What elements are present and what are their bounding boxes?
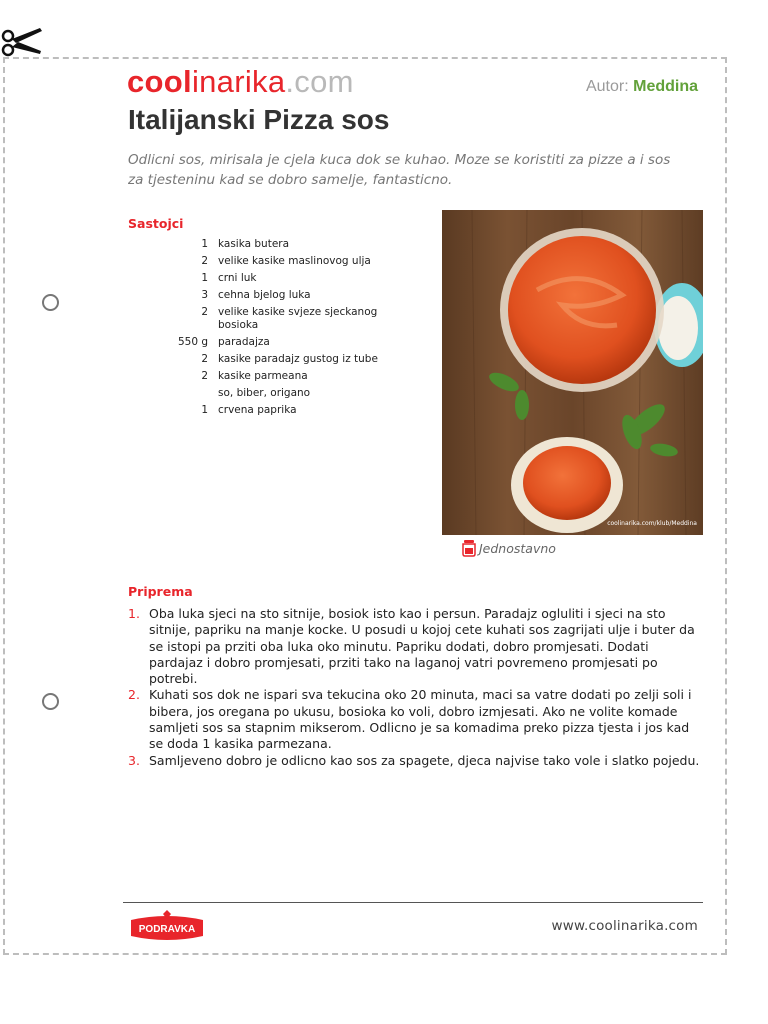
- ingredient-amount: 2: [201, 353, 208, 365]
- logo-bold-text: cool: [127, 64, 192, 99]
- preparation-step: [128, 606, 703, 687]
- ingredient-name: cehna bjelog luka: [218, 289, 311, 301]
- ingredients-list: [128, 236, 428, 419]
- preparation-heading: Priprema: [128, 584, 193, 599]
- ingredient-amount: 1: [201, 238, 208, 250]
- ingredient-row: [128, 253, 428, 270]
- punch-hole-icon: [42, 693, 59, 710]
- ingredient-row: [128, 368, 428, 385]
- logo-domain: .com: [285, 64, 354, 99]
- step-text: Oba luka sjeci na sto sitnije, bosiok isto kao i persun. Paradajz ogluliti i sjeci na sto sitnije, papriku na manje kocke. U posudi u kojoj cete kuhati sos zagrijati ulje i buter da se istopi pa prziti oba luka oko minutu. Papriku dodati, dobro promjesati. Dodati pardajaz i dobro promjesati, prziti tako na laganoj vatri povremeno promjesati po potrebi.: [149, 606, 695, 687]
- recipe-photo: [442, 210, 703, 535]
- logo-text: inarika: [191, 64, 286, 99]
- recipe-intro: Odlicni sos, mirisala je cjela kuca dok se kuhao. Moze se koristiti za pizze a i sos za tjesteninu kad se dobro samelje, fantasticno.: [128, 152, 671, 188]
- ingredient-name: velike kasike svjeze sjeckanog bosioka: [218, 306, 378, 331]
- author-name[interactable]: Meddina: [633, 78, 698, 95]
- ingredient-amount: [128, 385, 218, 402]
- recipe-title: Italijanski Pizza sos: [128, 104, 390, 135]
- ingredient-amount: 1: [201, 272, 208, 284]
- author-info: [586, 78, 698, 96]
- difficulty-icon: [462, 539, 476, 557]
- ingredient-row: [128, 385, 428, 402]
- preparation-step: [128, 753, 703, 769]
- ingredient-name: paradajza: [218, 336, 270, 348]
- ingredient-name: kasike parmeana: [218, 370, 308, 382]
- ingredient-amount: 2: [201, 370, 208, 382]
- ingredient-name: crni luk: [218, 272, 257, 284]
- footer-website[interactable]: www.coolinarika.com: [551, 918, 698, 934]
- pizza-sauce-photo: [442, 210, 703, 535]
- site-logo[interactable]: [127, 64, 354, 100]
- preparation-steps: [128, 606, 703, 769]
- ingredient-row: [128, 287, 428, 304]
- difficulty-label: Jednostavno: [479, 540, 556, 556]
- ingredient-name: velike kasike maslinovog ulja: [218, 255, 371, 267]
- photo-watermark: coolinarika.com/klub/Meddina: [607, 520, 697, 527]
- ingredient-row: [128, 351, 428, 368]
- ingredient-name: crvena paprika: [218, 404, 297, 416]
- ingredient-row: [128, 402, 428, 419]
- step-text: Kuhati sos dok ne ispari sva tekucina oko 20 minuta, maci sa vatre dodati po zelji soli i bibera, jos oregana po ukusu, bosioka ko voli, dobro izmjesati. Ako ne volite komade samljeti sos sa stapnim mikserom. Odlicno je sa komadima preko pizza tjesta i jos kad se doda 1 kasika parmezana.: [149, 687, 692, 752]
- difficulty-indicator: [462, 539, 556, 557]
- author-label: Autor:: [585, 78, 629, 95]
- scissors-icon: [0, 24, 44, 60]
- ingredient-name: kasike paradajz gustog iz tube: [218, 353, 378, 365]
- podravka-logo-text: PODRAVKA: [138, 924, 196, 935]
- ingredient-row: [128, 334, 428, 351]
- ingredient-amount: 2: [201, 255, 208, 267]
- ingredient-name: kasika butera: [218, 238, 290, 250]
- ingredient-amount: 2: [201, 306, 208, 318]
- preparation-step: [128, 687, 703, 752]
- step-number: 2.: [128, 687, 140, 703]
- podravka-logo[interactable]: [127, 910, 207, 948]
- step-number: 3.: [128, 752, 140, 768]
- ingredient-row: [128, 270, 428, 287]
- punch-hole-icon: [42, 294, 59, 311]
- ingredient-amount: 550 g: [177, 336, 208, 348]
- ingredients-heading: Sastojci: [128, 216, 184, 231]
- ingredient-amount: 1: [201, 404, 208, 416]
- footer-divider: [123, 902, 703, 903]
- ingredient-amount: 3: [201, 289, 208, 301]
- ingredient-row: [128, 236, 428, 253]
- step-number: 1.: [128, 606, 140, 621]
- step-text: Samljeveno dobro je odlicno kao sos za spagete, djeca najvise tako vole i slatko pojedu.: [149, 752, 700, 768]
- ingredient-name: so, biber, origano: [218, 387, 311, 399]
- ingredient-row: [128, 304, 428, 334]
